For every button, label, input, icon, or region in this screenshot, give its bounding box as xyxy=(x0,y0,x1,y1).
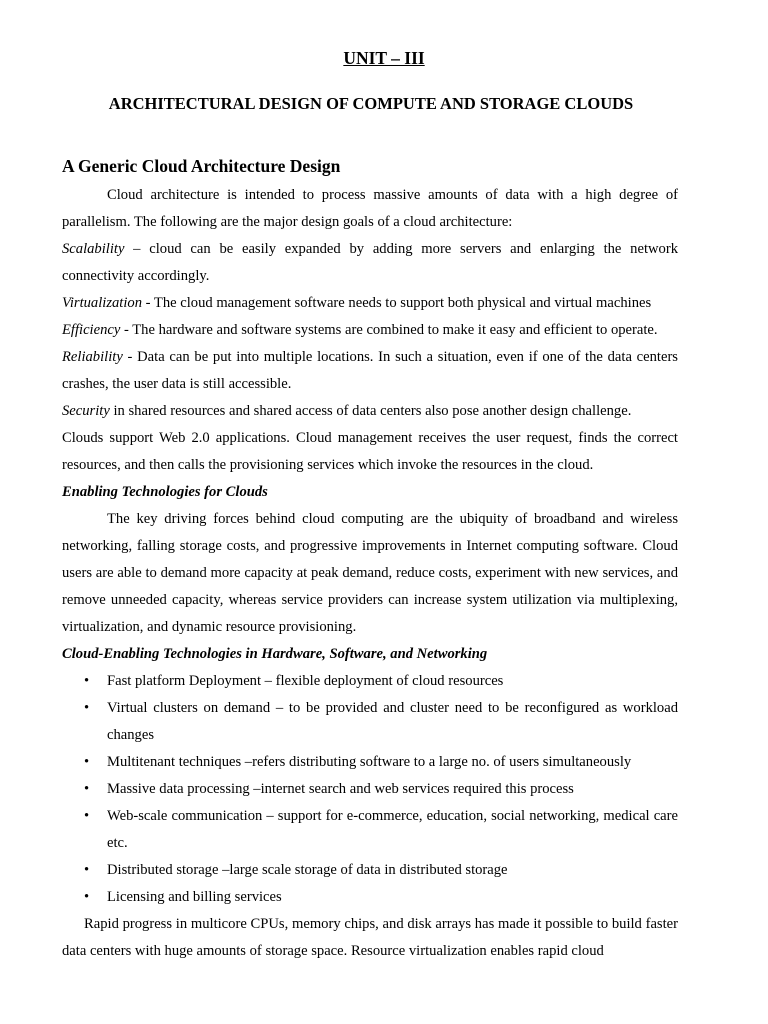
goal-term: Efficiency xyxy=(62,322,121,338)
goal-security xyxy=(62,398,678,425)
web20-paragraph: Clouds support Web 2.0 applications. Cloud management receives the user request, finds the correct resources, and then calls the provisioning services which invoke the resources in the cloud. xyxy=(62,430,678,473)
goal-efficiency xyxy=(62,317,678,344)
goal-text: - Data can be put into multiple locations. In such a situation, even if one of the data centers crashes, the user data is still accessible. xyxy=(62,349,678,392)
goal-term: Scalability xyxy=(62,241,125,257)
list-item-text: Fast platform Deployment – flexible deployment of cloud resources xyxy=(107,673,504,689)
closing-paragraph: Rapid progress in multicore CPUs, memory chips, and disk arrays has made it possible to build faster data centers with huge amounts of storage space. Resource virtualization enables rapid cloud xyxy=(62,916,678,959)
list-item-text: Web-scale communication – support for e-commerce, education, social networking, medical care etc. xyxy=(107,808,678,851)
goal-text: – cloud can be easily expanded by adding more servers and enlarging the network connectivity accordingly. xyxy=(62,241,678,284)
list-item xyxy=(62,668,678,695)
document-title: ARCHITECTURAL DESIGN OF COMPUTE AND STORAGE CLOUDS xyxy=(108,94,634,113)
goal-virtualization xyxy=(62,290,678,317)
bullet-icon: • xyxy=(84,754,90,770)
list-item-text: Licensing and billing services xyxy=(107,889,282,905)
section-heading: A Generic Cloud Architecture Design xyxy=(62,156,341,176)
bullet-icon: • xyxy=(84,781,90,797)
list-item-text: Multitenant techniques –refers distributing software to a large no. of users simultaneously xyxy=(107,754,632,770)
list-item-text: Virtual clusters on demand – to be provided and cluster need to be reconfigured as workload changes xyxy=(107,700,678,743)
goal-reliability xyxy=(62,344,678,398)
list-item-text: Distributed storage –large scale storage of data in distributed storage xyxy=(107,862,508,878)
list-item xyxy=(62,803,678,857)
goal-text: - The cloud management software needs to support both physical and virtual machines xyxy=(142,295,652,311)
goal-scalability xyxy=(62,236,678,290)
bullet-icon: • xyxy=(84,808,90,824)
goal-text: in shared resources and shared access of data centers also pose another design challenge. xyxy=(109,403,632,419)
unit-label: UNIT – III xyxy=(343,48,425,68)
list-item xyxy=(62,884,678,911)
list-item-text: Massive data processing –internet search and web services required this process xyxy=(107,781,574,797)
bullet-icon: • xyxy=(84,862,90,878)
intro-paragraph: Cloud architecture is intended to process massive amounts of data with a high degree of parallelism. The following are the major design goals of a cloud architecture: xyxy=(62,187,678,230)
technologies-list xyxy=(62,668,678,911)
body-text xyxy=(62,182,678,965)
bullet-icon: • xyxy=(84,700,90,716)
goal-term: Reliability xyxy=(62,349,123,365)
goal-term: Security xyxy=(62,403,110,419)
bullet-icon: • xyxy=(84,673,90,689)
subheading-technologies: Cloud-Enabling Technologies in Hardware, Software, and Networking xyxy=(62,646,488,662)
list-item xyxy=(62,749,678,776)
subheading-enabling: Enabling Technologies for Clouds xyxy=(62,484,268,500)
list-item xyxy=(62,857,678,884)
bullet-icon: • xyxy=(84,889,90,905)
goal-text: - The hardware and software systems are combined to make it easy and efficient to operate. xyxy=(120,322,658,338)
goal-term: Virtualization xyxy=(62,295,143,311)
list-item xyxy=(62,695,678,749)
list-item xyxy=(62,776,678,803)
enabling-paragraph: The key driving forces behind cloud computing are the ubiquity of broadband and wireless networking, falling storage costs, and progressive improvements in Internet computing software. Cloud users are able to demand more capacity at peak demand, reduce costs, experiment with new services, and remove unneeded capacity, whereas service providers can increase system utilization via multiplexing, virtualization, and dynamic resource provisioning. xyxy=(62,511,678,635)
